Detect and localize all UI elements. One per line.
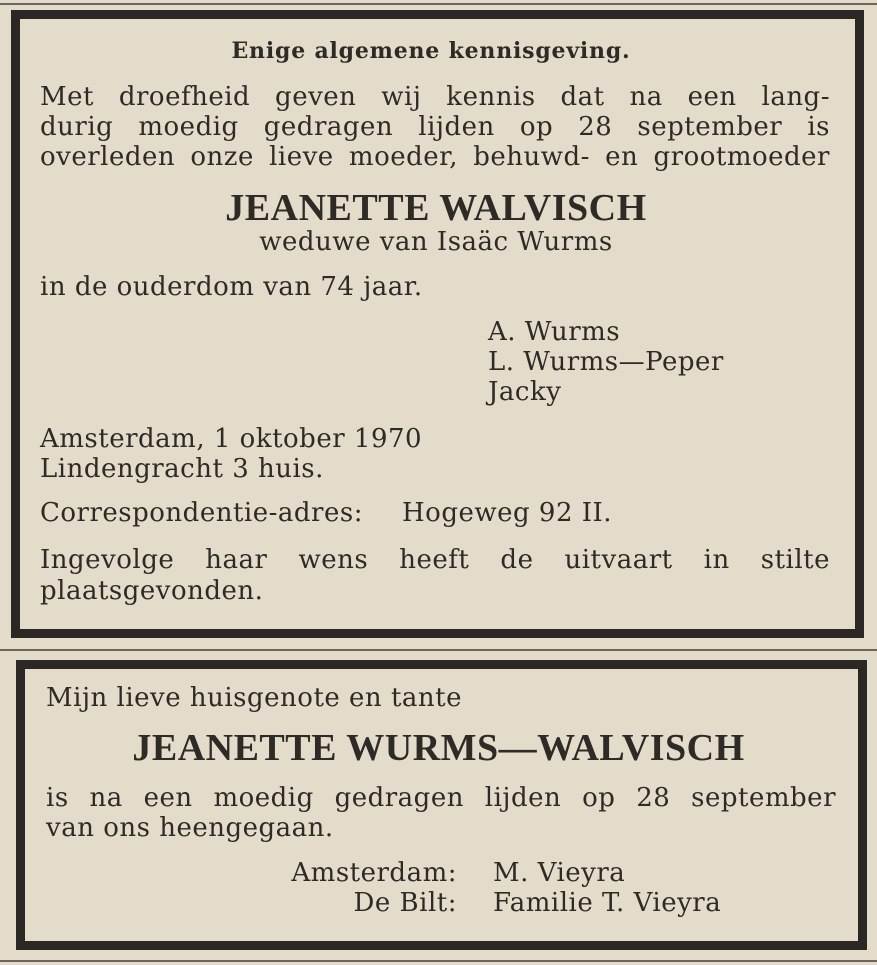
notice-heading: Enige algemene kennisgeving.: [231, 38, 631, 64]
correspondence-label: Correspondentie-adres:: [40, 498, 363, 528]
signatory-place-2: De Bilt:: [353, 888, 457, 918]
signatory-name-1: M. Vieyra: [493, 858, 626, 888]
age-line: in de ouderdom van 74 jaar.: [40, 272, 423, 302]
notice2-deceased-name: JEANETTE WURMS—WALVISCH: [132, 727, 745, 769]
intro-line-2: durig moedig gedragen lijden op 28 september is: [40, 112, 830, 142]
funeral-line-2: plaatsgevonden.: [40, 576, 264, 606]
intro-line-3: overleden onze lieve moeder, behuwd- en grootmoeder: [40, 142, 830, 172]
relative-2: L. Wurms—Peper: [488, 347, 724, 377]
intro-line-1: Met droefheid geven wij kennis dat na een lang-: [40, 82, 830, 112]
signatory-place-1: Amsterdam:: [291, 858, 457, 888]
notice2-body-line-2: van ons heengegaan.: [46, 813, 334, 843]
signatory-name-2: Familie T. Vieyra: [493, 888, 722, 918]
correspondence-address: Hogeweg 92 II.: [402, 498, 613, 528]
separator-rule: [0, 649, 877, 651]
house-address: Lindengracht 3 huis.: [40, 454, 324, 484]
deceased-name: JEANETTE WALVISCH: [225, 187, 647, 229]
widow-of-line: weduwe van Isaäc Wurms: [259, 227, 613, 257]
funeral-line-1: Ingevolge haar wens heeft de uitvaart in stilte: [40, 545, 830, 575]
notice2-intro: Mijn lieve huisgenote en tante: [46, 683, 462, 713]
relative-3: Jacky: [488, 377, 562, 407]
place-date: Amsterdam, 1 oktober 1970: [40, 424, 423, 454]
top-rule: [0, 3, 877, 5]
notice2-body-line-1: is na een moedig gedragen lijden op 28 september: [46, 783, 836, 813]
relative-1: A. Wurms: [488, 317, 621, 347]
bottom-rule: [0, 960, 877, 962]
